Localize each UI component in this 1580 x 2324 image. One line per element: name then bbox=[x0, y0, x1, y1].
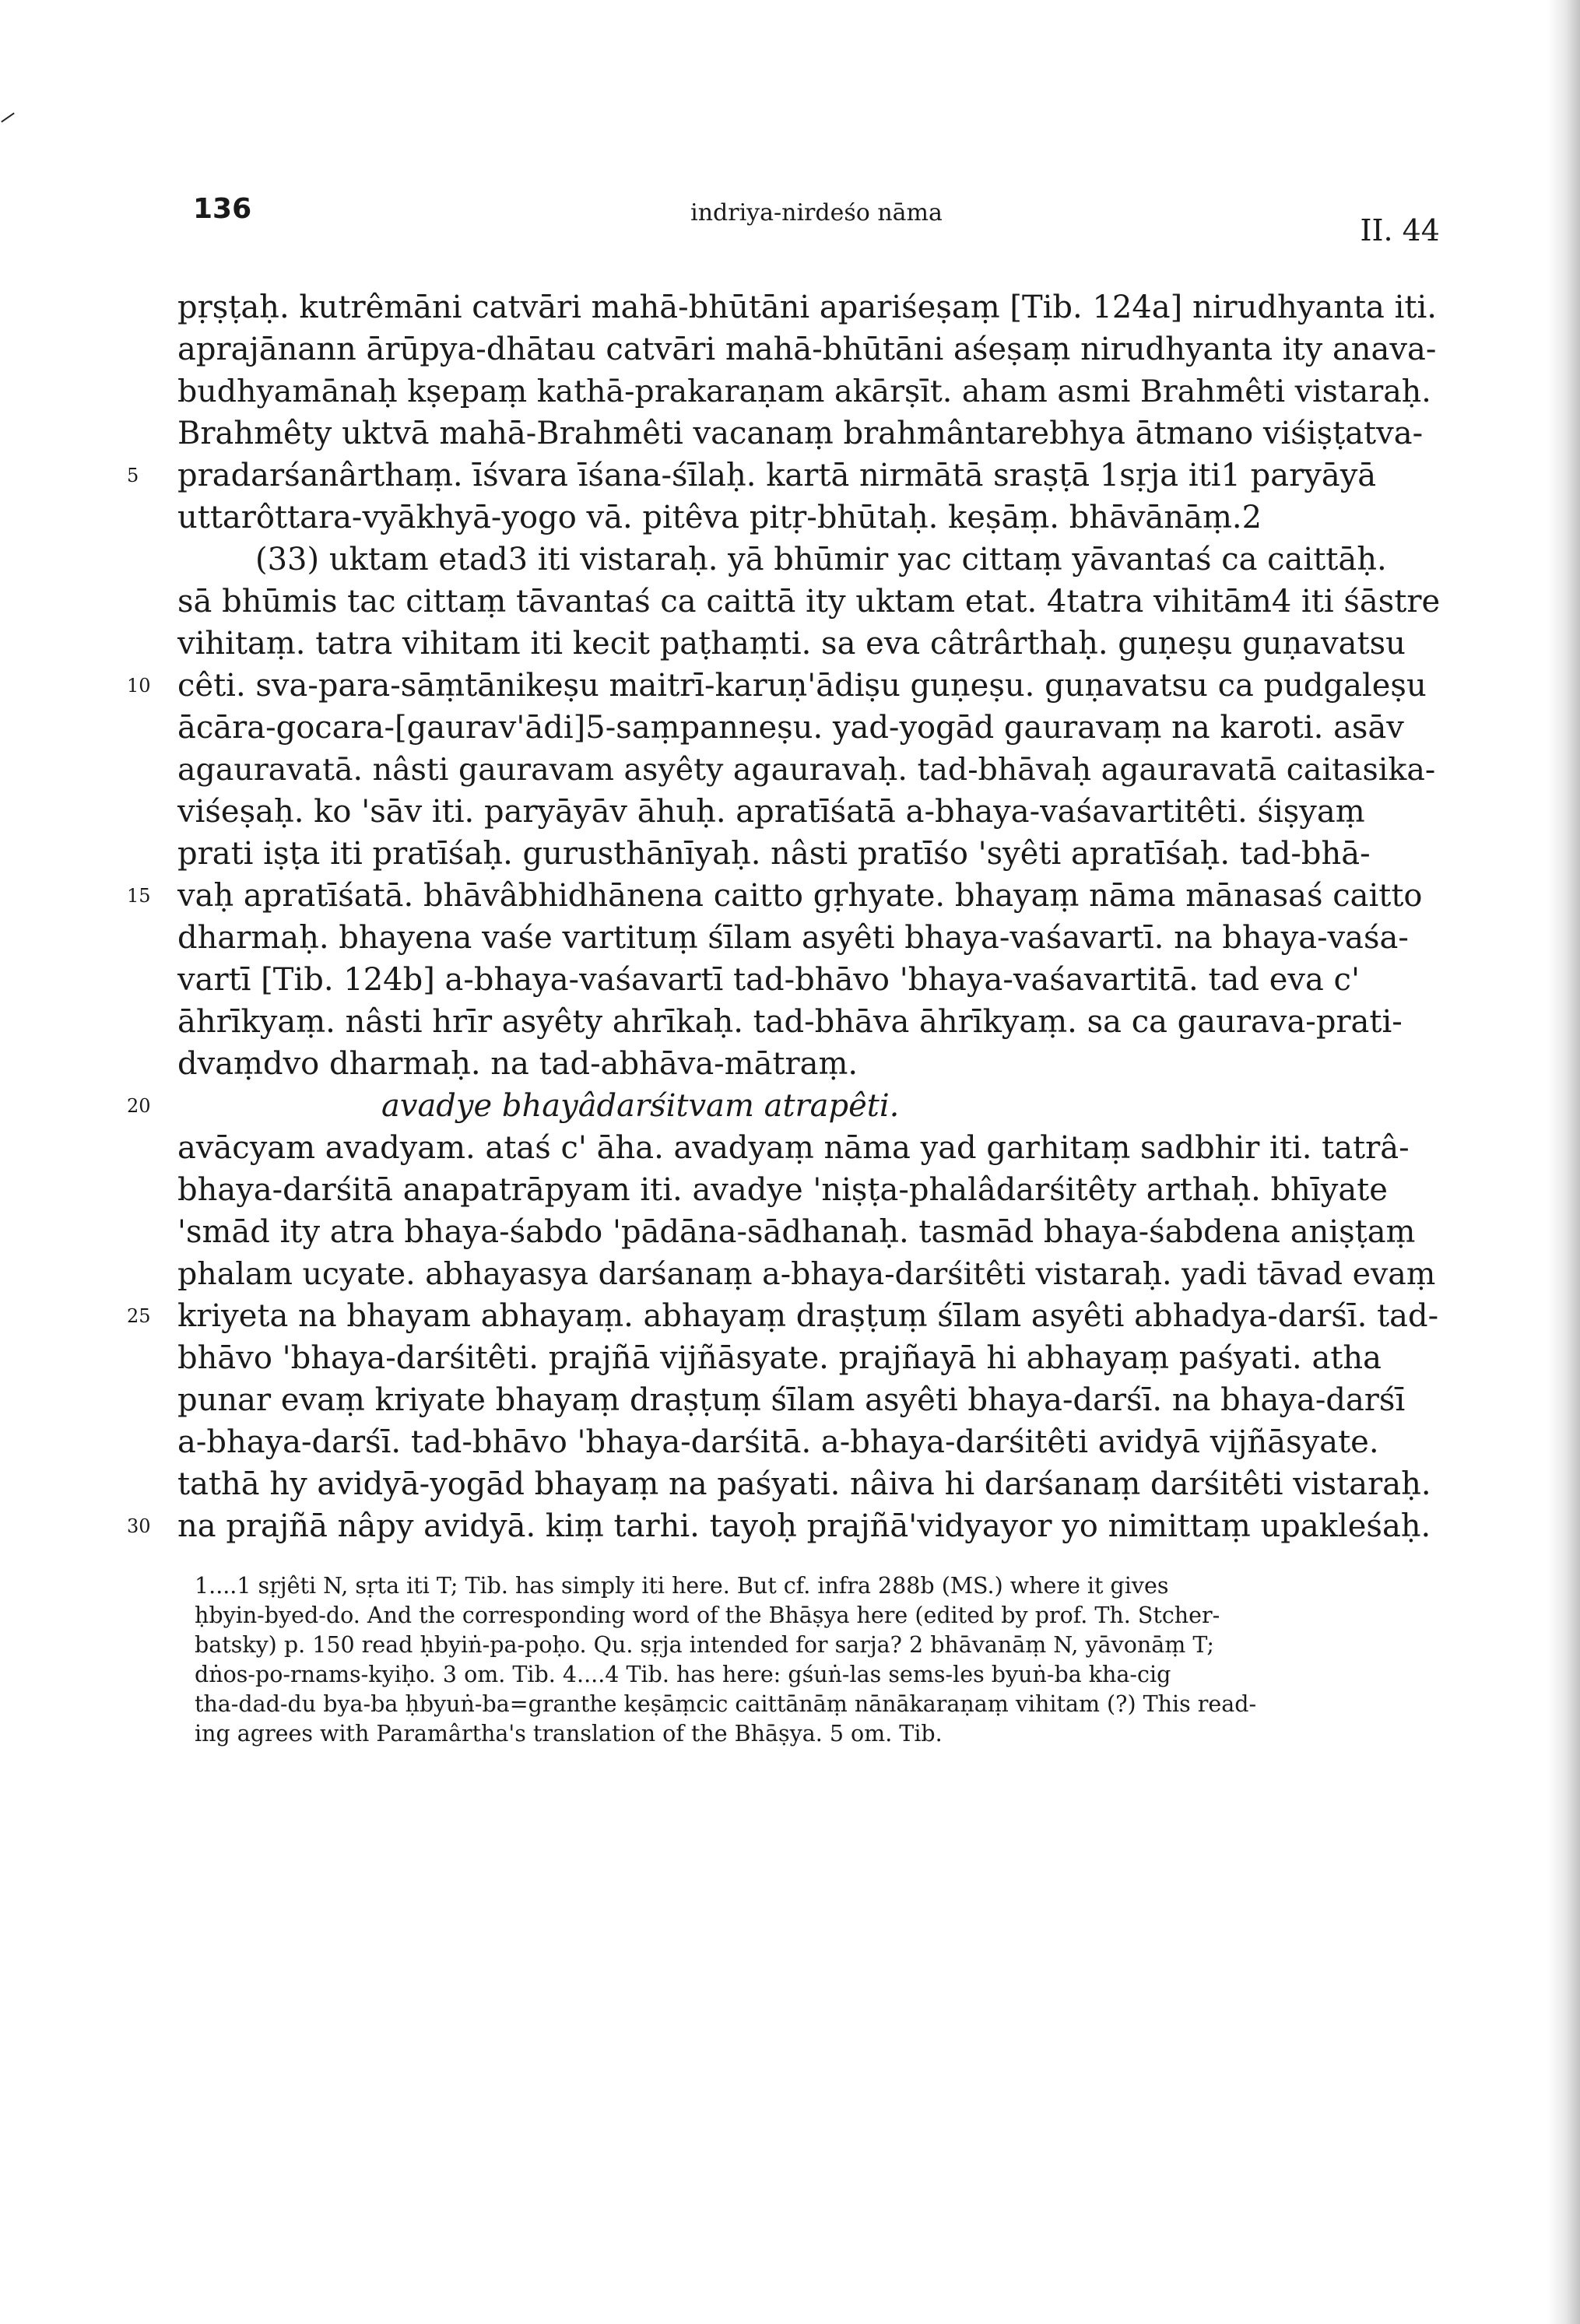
text-line: vihitaṃ. tatra vihitam iti kecit paṭhaṃti. sa eva câtrârthaḥ. guṇeṣu guṇavatsu bbox=[177, 626, 1406, 662]
footnote-line: batsky) p. 150 read ḥbyiṅ-pa-poḥo. Qu. sṛja intended for sarja? 2 bhāvanāṃ N, yāvonāṃ T; bbox=[195, 1632, 1214, 1658]
text-line: a-bhaya-darśī. tad-bhāvo 'bhaya-darśitā. a-bhaya-darśitêti avidyā vijñāsyate. bbox=[177, 1424, 1379, 1460]
text-line: avācyam avadyam. ataś c' āha. avadyaṃ nāma yad garhitaṃ sadbhir iti. tatrâ- bbox=[177, 1130, 1410, 1166]
text-line: budhyamānaḥ kṣepaṃ kathā-prakaraṇam akārṣīt. aham asmi Brahmêti vistaraḥ. bbox=[177, 374, 1431, 409]
page-header bbox=[193, 193, 1440, 247]
footnote-line: 1....1 sṛjêti N, sṛta iti T; Tib. has simply iti here. But cf. infra 288b (MS.) where it gives bbox=[195, 1573, 1169, 1599]
text-line: vartī [Tib. 124b] a-bhaya-vaśavartī tad-bhāvo 'bhaya-vaśavartitā. tad eva c' bbox=[177, 962, 1360, 998]
text-line: tathā hy avidyā-yogād bhayaṃ na paśyati. nâiva hi darśanaṃ darśitêti vistaraḥ. bbox=[177, 1466, 1431, 1502]
text-line: āhrīkyaṃ. nâsti hrīr asyêty ahrīkaḥ. tad-bhāva āhrīkyaṃ. sa ca gaurava-prati- bbox=[177, 1004, 1403, 1040]
footnote-line: ing agrees with Paramârtha's translation of the Bhāṣya. 5 om. Tib. bbox=[195, 1721, 943, 1747]
text-line: Brahmêty uktvā mahā-Brahmêti vacanaṃ brahmântarebhya ātmano viśiṣṭatva- bbox=[177, 416, 1424, 451]
text-line: uttarôttara-vyākhyā-yogo vā. pitêva pitṛ-bhūtaḥ. keṣāṃ. bhāvānāṃ.2 bbox=[177, 500, 1262, 535]
running-title: indriya-nirdeśo nāma bbox=[690, 199, 943, 226]
text-line: viśeṣaḥ. ko 'sāv iti. paryāyāv āhuḥ. apratīśatā a-bhaya-vaśavartitêti. śiṣyaṃ bbox=[177, 794, 1365, 830]
footnote-line: dṅos-po-rnams-kyiḥo. 3 om. Tib. 4....4 Tib. has here: gśuṅ-las sems-les byuṅ-ba kha-cig bbox=[195, 1662, 1171, 1687]
text-line: agauravatā. nâsti gauravam asyêty agauravaḥ. tad-bhāvaḥ agauravatā caitasika- bbox=[177, 752, 1436, 788]
section-number: II. 44 bbox=[1360, 213, 1440, 247]
text-line: bhāvo 'bhaya-darśitêti. prajñā vijñāsyate. prajñayā hi abhayaṃ paśyati. atha bbox=[177, 1340, 1382, 1376]
text-line: (33) uktam etad3 iti vistaraḥ. yā bhūmir yac cittaṃ yāvantaś ca caittāḥ. bbox=[255, 542, 1387, 577]
scan-mark bbox=[1, 112, 15, 122]
text-line: dvaṃdvo dharmaḥ. na tad-abhāva-mātraṃ. bbox=[177, 1046, 858, 1082]
footnote-line: ḥbyin-byed-do. And the corresponding word of the Bhāṣya here (edited by prof. Th. Stcher- bbox=[195, 1603, 1220, 1628]
line-number: 15 bbox=[127, 885, 151, 907]
line-number: 20 bbox=[127, 1095, 151, 1117]
text-line: kriyeta na bhayam abhayaṃ. abhayaṃ draṣṭuṃ śīlam asyêti abhadya-darśī. tad- bbox=[177, 1298, 1439, 1334]
text-line: vaḥ apratīśatā. bhāvâbhidhānena caitto gṛhyate. bhayaṃ nāma mānasaś caitto bbox=[177, 878, 1423, 914]
text-line: phalam ucyate. abhayasya darśanaṃ a-bhaya-darśitêti vistaraḥ. yadi tāvad evaṃ bbox=[177, 1256, 1436, 1292]
verse-line: avadye bhayâdarśitvam atrapêti. bbox=[381, 1088, 900, 1124]
text-line: ācāra-gocara-[gaurav'ādi]5-saṃpanneṣu. yad-yogād gauravaṃ na karoti. asāv bbox=[177, 710, 1404, 746]
text-line: cêti. sva-para-sāṃtānikeṣu maitrī-karuṇ'ādiṣu guṇeṣu. guṇavatsu ca pudgaleṣu bbox=[177, 668, 1427, 704]
text-line: sā bhūmis tac cittaṃ tāvantaś ca caittā ity uktam etat. 4tatra vihitām4 iti śāstre bbox=[177, 584, 1441, 620]
page-edge-shadow bbox=[1547, 0, 1580, 2324]
text-line: prati iṣṭa iti pratīśaḥ. gurusthānīyaḥ. nâsti pratīśo 'syêti apratīśaḥ. tad-bhā- bbox=[177, 836, 1371, 872]
text-line: punar evaṃ kriyate bhayaṃ draṣṭuṃ śīlam asyêti bhaya-darśī. na bhaya-darśī bbox=[177, 1382, 1406, 1418]
text-line: aprajānann ārūpya-dhātau catvāri mahā-bhūtāni aśeṣaṃ nirudhyanta ity anava- bbox=[177, 332, 1437, 367]
line-number: 25 bbox=[127, 1305, 151, 1327]
text-line: 'smād ity atra bhaya-śabdo 'pādāna-sādhanaḥ. tasmād bhaya-śabdena aniṣṭaṃ bbox=[177, 1214, 1416, 1250]
footnote-line: tha-dad-du bya-ba ḥbyuṅ-ba=granthe keṣāṃcic caittānāṃ nānākaraṇaṃ vihitam (?) This read- bbox=[195, 1691, 1257, 1717]
text-line: bhaya-darśitā anapatrāpyam iti. avadye 'niṣṭa-phalâdarśitêty arthaḥ. bhīyate bbox=[177, 1172, 1388, 1208]
text-line: dharmaḥ. bhayena vaśe vartituṃ śīlam asyêti bhaya-vaśavartī. na bhaya-vaśa- bbox=[177, 920, 1409, 956]
line-number: 30 bbox=[127, 1515, 151, 1537]
page-number: 136 bbox=[193, 193, 252, 225]
text-line: na prajñā nâpy avidyā. kiṃ tarhi. tayoḥ prajñā'vidyayor yo nimittaṃ upakleśaḥ. bbox=[177, 1508, 1431, 1544]
line-number: 10 bbox=[127, 675, 151, 697]
text-line: pradarśanârthaṃ. īśvara īśana-śīlaḥ. kartā nirmātā sraṣṭā 1sṛja iti1 paryāyā bbox=[177, 458, 1377, 493]
text-line: pṛṣṭaḥ. kutrêmāni catvāri mahā-bhūtāni apariśeṣaṃ [Tib. 124a] nirudhyanta iti. bbox=[177, 290, 1437, 325]
line-number: 5 bbox=[127, 465, 139, 486]
